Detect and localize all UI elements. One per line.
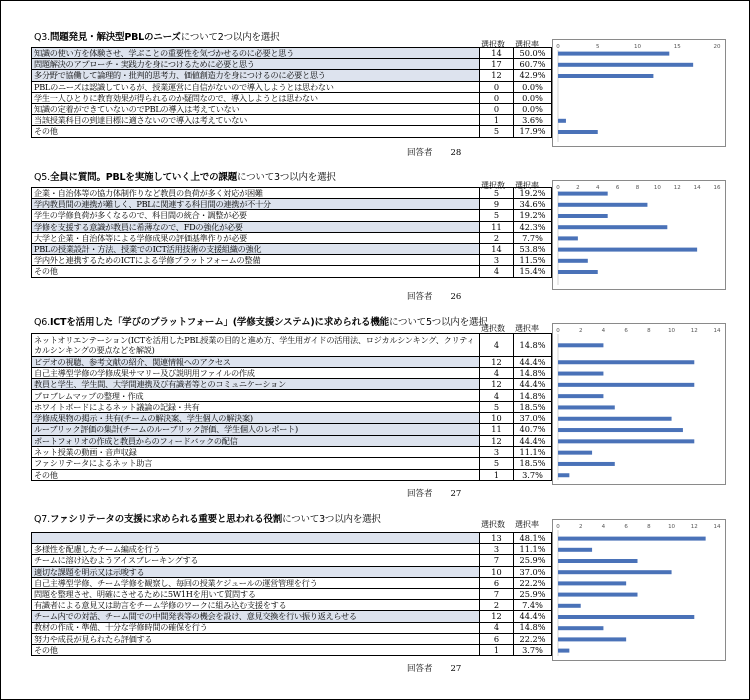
option-count: 7 [480, 588, 514, 599]
tick-label: 16 [713, 185, 721, 191]
table-row [32, 81, 552, 92]
question-number: Q6. [34, 317, 50, 328]
option-rate: 11.5% [514, 255, 552, 266]
option-count: 12 [480, 356, 514, 367]
table-row [32, 255, 552, 266]
option-label: ホワイトボードによるネット議論の記録・共有 [32, 401, 480, 412]
tick-label: 12 [690, 328, 698, 334]
option-count: 13 [480, 533, 514, 544]
table-row [32, 458, 552, 469]
option-rate: 19.2% [514, 210, 552, 221]
tick-label: 2 [578, 328, 583, 334]
option-label: 問題を整理させ、明確にさせるために5W1Hを用いて質問する [32, 588, 480, 599]
bar [558, 360, 694, 364]
bar [558, 473, 569, 477]
bar-chart [552, 39, 726, 147]
respondent-value: 26 [450, 292, 462, 302]
option-count: 7 [480, 555, 514, 566]
option-rate: 44.4% [514, 356, 552, 367]
table-row [32, 115, 552, 126]
option-rate: 3.7% [514, 644, 552, 655]
option-rate: 11.1% [514, 544, 552, 555]
option-rate: 48.1% [514, 533, 552, 544]
tick-label: 8 [647, 328, 651, 334]
option-count: 4 [480, 367, 514, 378]
option-label: 教材の作成・準備、十分な学修時間の確保を行う [32, 622, 480, 633]
option-rate: 25.9% [514, 588, 552, 599]
option-count: 0 [480, 81, 514, 92]
option-count: 3 [480, 544, 514, 555]
option-count: 6 [480, 633, 514, 644]
table-row [32, 188, 552, 199]
bar [558, 559, 638, 563]
option-rate: 44.4% [514, 611, 552, 622]
option-rate: 44.4% [514, 435, 552, 446]
option-label: PBLのニーズは認識しているが、授業運営に自信がないので導入しようとは思わない [32, 81, 480, 92]
table-row [32, 243, 552, 254]
option-count: 10 [480, 566, 514, 577]
header-count: 選択数 [481, 181, 505, 190]
option-count: 4 [480, 622, 514, 633]
option-rate: 50.0% [514, 48, 552, 59]
bar [558, 63, 693, 67]
header-rate: 選択率 [515, 324, 539, 333]
bar-chart [552, 323, 726, 485]
option-rate: 14.8% [514, 334, 552, 357]
option-label: ルーブリック評価の集計(チームのルーブリック評価、学生個人のレポート) [32, 424, 480, 435]
bar [558, 570, 672, 574]
option-count: 3 [480, 446, 514, 457]
option-label: 知識の使い方を体験させ、学ぶことの重要性を気づかせるのに必要と思う [32, 48, 480, 59]
option-label: 学生一人ひとりに教育効果が得られるのか疑問なので、導入しようとは思わない [32, 92, 480, 103]
bar [558, 203, 647, 207]
option-count: 6 [480, 577, 514, 588]
question-topic: 問題発見・解決型PBLのニーズ [49, 32, 181, 43]
option-rate: 18.5% [514, 401, 552, 412]
question-instruction: について5つ以内を選択 [388, 317, 488, 328]
header-count: 選択数 [481, 520, 505, 529]
tick-label: 2 [576, 185, 580, 191]
option-label: 問題解決のアプローチ・実践力を身につけるために必要と思う [32, 59, 480, 70]
option-count: 4 [480, 334, 514, 357]
bar [558, 130, 598, 134]
option-count: 5 [480, 401, 514, 412]
bar [558, 270, 598, 274]
bar [558, 119, 566, 123]
respondent-label: 回答者 [407, 148, 433, 158]
bar [558, 581, 626, 585]
table-row [32, 367, 552, 378]
respondent-value: 28 [450, 148, 462, 158]
table-row [32, 435, 552, 446]
bar [558, 405, 615, 409]
option-rate: 42.9% [514, 70, 552, 81]
option-rate: 22.2% [514, 633, 552, 644]
bar [558, 626, 603, 630]
tick-label: 10 [653, 185, 661, 191]
option-rate: 14.8% [514, 622, 552, 633]
bar-chart [552, 180, 726, 290]
header-count: 選択数 [481, 40, 505, 49]
option-label: ネットオリエンテーション(ICTを活用したPBL授業の目的と進め方、学生用ガイドの活用法、ロジカルシンキング、クリティカルシンキングの要点などを解説) [32, 334, 480, 357]
bar [558, 372, 603, 376]
bar [558, 225, 667, 229]
table-row [32, 633, 552, 644]
tick-label: 10 [668, 524, 676, 530]
respondent-label: 回答者 [407, 664, 433, 674]
question-number: Q7. [34, 514, 50, 525]
bar [558, 52, 669, 56]
response-table [31, 333, 552, 481]
option-count: 10 [480, 413, 514, 424]
table-row [32, 92, 552, 103]
tick-label: 5 [596, 44, 600, 50]
option-rate: 60.7% [514, 59, 552, 70]
table-row [32, 446, 552, 457]
option-rate: 7.7% [514, 232, 552, 243]
table-row [32, 588, 552, 599]
table-row [32, 126, 552, 137]
table-row [32, 48, 552, 59]
option-rate: 22.2% [514, 577, 552, 588]
option-count: 1 [480, 644, 514, 655]
table-row [32, 334, 552, 357]
option-count: 1 [480, 115, 514, 126]
option-label: その他 [32, 644, 480, 655]
option-rate: 19.2% [514, 188, 552, 199]
table-row [32, 199, 552, 210]
response-table [31, 532, 552, 656]
response-table [31, 47, 552, 138]
bar [558, 451, 592, 455]
bar [558, 615, 694, 619]
option-label: その他 [32, 469, 480, 480]
option-rate: 14.8% [514, 367, 552, 378]
option-count: 2 [480, 600, 514, 611]
option-label: 多様性を配慮したチーム編成を行う [32, 544, 480, 555]
option-label: ファシリテータによるネット助言 [32, 458, 480, 469]
option-label: プロブレムマップの整理・作成 [32, 390, 480, 401]
bar [558, 248, 697, 252]
question-topic: 全員に質問。PBLを実施していく上での課題 [49, 172, 238, 183]
table-row [32, 644, 552, 655]
question-number: Q3. [34, 32, 50, 43]
option-count: 0 [480, 92, 514, 103]
option-count: 4 [480, 390, 514, 401]
option-rate: 0.0% [514, 81, 552, 92]
option-rate: 44.4% [514, 379, 552, 390]
bar [558, 593, 638, 597]
option-label: 学修成果物の掲示・共有(チームの解決案、学生個人の解決案) [32, 413, 480, 424]
bar [558, 439, 694, 443]
option-label: 自己主導型学修の学修成果サマリー及び説明用ファイルの作成 [32, 367, 480, 378]
respondent-count [407, 662, 461, 674]
option-count: 12 [480, 435, 514, 446]
table-row [32, 379, 552, 390]
header-rate: 選択率 [515, 181, 539, 190]
option-count: 1 [480, 469, 514, 480]
question-topic: ICTを活用した「学びのプラットフォーム」(学修支援システム)に求められる機能 [49, 317, 389, 328]
table-row [32, 356, 552, 367]
table-row [32, 566, 552, 577]
option-rate: 14.8% [514, 390, 552, 401]
option-label: チーム内での対話、チーム間での中間発表等の機会を設け、意見交換を行い振り返えらせる [32, 611, 480, 622]
chart-svg [553, 40, 725, 146]
tick-label: 0 [556, 185, 560, 191]
option-count: 3 [480, 255, 514, 266]
tick-label: 6 [615, 185, 620, 191]
table-row [32, 611, 552, 622]
table-row [32, 221, 552, 232]
option-label: その他 [32, 266, 480, 277]
option-label: 自己主導型学修、チーム学修を観察し、毎回の授業ケジュールの運営管理を行う [32, 577, 480, 588]
option-label: 有識者による意見又は助言をチーム学修のワークに組み込む支援をする [32, 600, 480, 611]
tick-label: 10 [634, 44, 641, 50]
question-title [34, 169, 336, 183]
tick-label: 0 [556, 524, 560, 530]
question-topic: ファシリテータの支援に求められる重要と思われる役割 [49, 514, 283, 525]
option-label: チームに溶け込むようアイスブレーキングする [32, 555, 480, 566]
option-rate: 37.0% [514, 566, 552, 577]
option-rate: 0.0% [514, 92, 552, 103]
tick-label: 8 [647, 524, 651, 530]
bar [558, 417, 672, 421]
option-count: 17 [480, 59, 514, 70]
option-count: 14 [480, 243, 514, 254]
option-label: 企業・自治体等の協力体制作りなど教員の負荷が多く対応が困難 [32, 188, 480, 199]
tick-label: 12 [673, 185, 681, 191]
option-label: ビデオの視聴、参考文献の紹介、関連情報へのアクセス [32, 356, 480, 367]
bar [558, 649, 569, 653]
response-table [31, 187, 552, 278]
option-count: 5 [480, 210, 514, 221]
option-count: 0 [480, 103, 514, 114]
option-label: 学修を支援する意識が教員に希薄なので、FDの強化が必要 [32, 221, 480, 232]
bar [558, 637, 626, 641]
tick-label: 14 [693, 185, 701, 191]
question-number: Q5. [34, 172, 50, 183]
option-rate: 15.4% [514, 266, 552, 277]
bar [558, 537, 706, 541]
bar [558, 462, 615, 466]
option-rate: 40.7% [514, 424, 552, 435]
bar [558, 604, 581, 608]
option-label: 大学と企業・自治体等による学修成果の評価基準作りが必要 [32, 232, 480, 243]
option-label: その他 [32, 126, 480, 137]
respondent-value: 27 [450, 664, 462, 674]
table-row [32, 622, 552, 633]
bar [558, 192, 608, 196]
option-count: 12 [480, 379, 514, 390]
table-row [32, 544, 552, 555]
header-rate: 選択率 [515, 40, 539, 49]
bar [558, 259, 588, 263]
option-label: 教員と学生、学生間、大学間連携及び有識者等とのコミュニケーション [32, 379, 480, 390]
table-row [32, 401, 552, 412]
option-count: 12 [480, 611, 514, 622]
header-count: 選択数 [481, 324, 505, 333]
bar-chart [552, 519, 726, 661]
respondent-value: 27 [450, 489, 462, 499]
option-label: 多分野で協働して論理的・批判的思考力、価値創造力を身につけるのに必要と思う [32, 70, 480, 81]
option-label: 学内教員間の連携が難しく、PBLに関連する科目間の連携が不十分 [32, 199, 480, 210]
option-label: ポートフォリオの作成と教員からのフィードバックの配信 [32, 435, 480, 446]
tick-label: 20 [713, 44, 721, 50]
table-row [32, 266, 552, 277]
table-row [32, 600, 552, 611]
bar [558, 548, 592, 552]
table-row [32, 59, 552, 70]
option-count: 11 [480, 424, 514, 435]
question-instruction: について2つ以内を選択 [180, 32, 280, 43]
option-label: 適切な課題を明示又は示唆する [32, 566, 480, 577]
option-count: 11 [480, 221, 514, 232]
respondent-count [407, 487, 461, 499]
tick-label: 4 [601, 524, 606, 530]
tick-label: 4 [596, 185, 600, 191]
table-row [32, 103, 552, 114]
option-rate: 3.7% [514, 469, 552, 480]
tick-label: 10 [668, 328, 676, 334]
tick-label: 12 [690, 524, 698, 530]
option-count: 4 [480, 266, 514, 277]
respondent-label: 回答者 [407, 489, 433, 499]
chart-svg [553, 181, 725, 289]
table-row [32, 424, 552, 435]
option-rate: 3.6% [514, 115, 552, 126]
table-row [32, 555, 552, 566]
option-label: 努力や成長が見られたら評価する [32, 633, 480, 644]
option-rate: 18.5% [514, 458, 552, 469]
header-rate: 選択率 [515, 520, 539, 529]
option-label: 当該授業科目の到達目標に適さないので導入は考えていない [32, 115, 480, 126]
tick-label: 4 [601, 328, 606, 334]
option-rate: 7.4% [514, 600, 552, 611]
option-rate: 17.9% [514, 126, 552, 137]
option-rate: 0.0% [514, 103, 552, 114]
option-count: 14 [480, 48, 514, 59]
question-title [34, 29, 279, 43]
option-label: 学内外と連携するためのICTによる学修プラットフォームの整備 [32, 255, 480, 266]
option-rate: 34.6% [514, 199, 552, 210]
option-label: 知識の定着ができていないのでPBLの導入は考えていない [32, 103, 480, 114]
option-rate: 37.0% [514, 413, 552, 424]
tick-label: 14 [713, 328, 721, 334]
table-row [32, 232, 552, 243]
bar [558, 236, 578, 240]
option-count: 5 [480, 458, 514, 469]
question-title [34, 314, 488, 328]
option-count: 9 [480, 199, 514, 210]
chart-svg [553, 324, 725, 484]
respondent-label: 回答者 [407, 292, 433, 302]
option-rate: 53.8% [514, 243, 552, 254]
option-count: 5 [480, 126, 514, 137]
respondent-count [407, 146, 461, 158]
bar [558, 343, 603, 347]
question-instruction: について3つ以内を選択 [237, 172, 336, 183]
option-label: PBLの授業設計・方法、授業でのICT活用技術の支援組織の強化 [32, 243, 480, 254]
question-instruction: について3つ以内を選択 [282, 514, 381, 525]
tick-label: 15 [673, 44, 681, 50]
bar [558, 428, 683, 432]
table-row [32, 577, 552, 588]
tick-label: 2 [578, 524, 583, 530]
option-count: 5 [480, 188, 514, 199]
option-label: 学生の学修負荷が多くなるので、科目間の統合・調整が必要 [32, 210, 480, 221]
bar [558, 383, 694, 387]
option-count: 12 [480, 70, 514, 81]
option-count: 2 [480, 232, 514, 243]
table-row [32, 533, 552, 544]
tick-label: 0 [556, 44, 560, 50]
table-row [32, 210, 552, 221]
option-label [32, 533, 480, 544]
option-label: ネット授業の動画・音声収録 [32, 446, 480, 457]
chart-svg [553, 520, 725, 660]
tick-label: 6 [624, 328, 628, 334]
tick-label: 0 [556, 328, 560, 334]
bar [558, 214, 608, 218]
tick-label: 6 [624, 524, 628, 530]
table-row [32, 413, 552, 424]
option-rate: 42.3% [514, 221, 552, 232]
question-title [34, 511, 381, 525]
respondent-count [407, 290, 461, 302]
option-rate: 25.9% [514, 555, 552, 566]
bar [558, 74, 653, 78]
bar [558, 394, 603, 398]
tick-label: 8 [635, 185, 640, 191]
table-row [32, 70, 552, 81]
tick-label: 14 [713, 524, 721, 530]
table-row [32, 390, 552, 401]
table-row [32, 469, 552, 480]
option-rate: 11.1% [514, 446, 552, 457]
